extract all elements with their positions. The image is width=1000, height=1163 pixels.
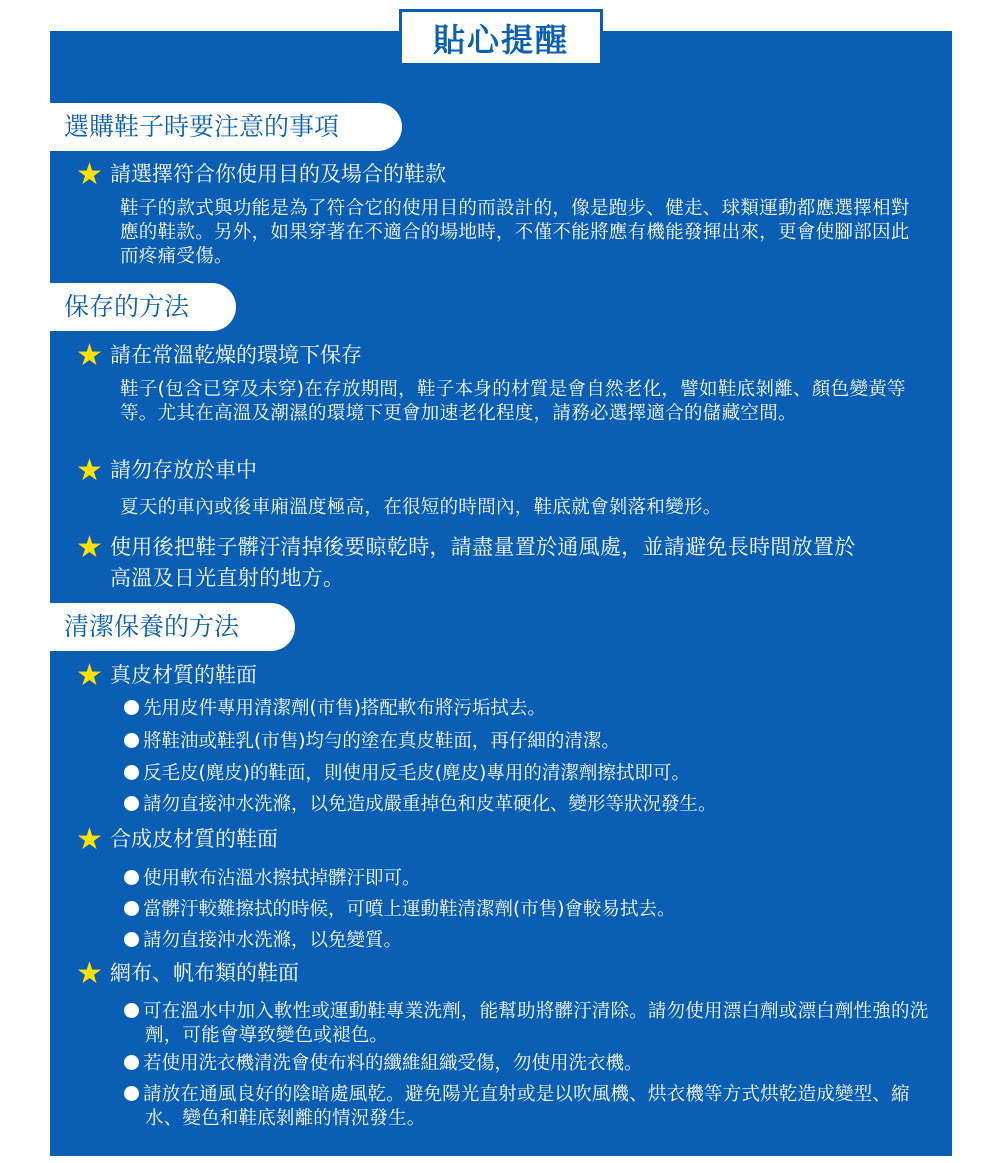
item-title: ★ 請選擇符合你使用目的及場合的鞋款	[76, 157, 446, 192]
item-body: 鞋子的款式與功能是為了符合它的使用目的而設計的，像是跑步、健走、球類運動都應選擇相對應的鞋款。另外，如果穿著在不適合的場地時，不僅不能將應有機能發揮出來，更會使腳部因此而疼痛受傷。	[120, 198, 910, 267]
item-title: ★ 網布、帆布類的鞋面	[76, 956, 299, 991]
list-item: 當髒汙較難擦拭的時候，可噴上運動鞋清潔劑(市售)會較易拭去。	[124, 898, 675, 922]
star-icon: ★	[76, 530, 104, 565]
list-item: 若使用洗衣機清洗會使布料的纖維組織受傷，勿使用洗衣機。	[124, 1052, 643, 1076]
section-header-storage: 保存的方法	[50, 283, 236, 331]
star-icon: ★	[76, 453, 103, 488]
item-body: 鞋子(包含已穿及未穿)在存放期間，鞋子本身的材質是會自然老化，譬如鞋底剝離、顏色變黃等等。尤其在高溫及潮濕的環境下更會加速老化程度，請務必選擇適合的儲藏空間。	[120, 379, 906, 424]
item-title: ★ 使用後把鞋子髒汙清掉後要晾乾時，請盡量置於通風處，並請避免長時間放置於高溫及日光直射的地方。	[76, 530, 856, 590]
list-item: 先用皮件專用清潔劑(市售)搭配軟布將污垢拭去。	[124, 697, 546, 721]
list-item: 請勿直接沖水洗滌，以免變質。	[124, 929, 402, 953]
star-icon: ★	[76, 157, 103, 192]
list-item: 請勿直接沖水洗滌，以免造成嚴重掉色和皮革硬化、變形等狀況發生。	[124, 793, 717, 817]
bullet-dot-icon	[124, 796, 139, 811]
item-body: 夏天的車內或後車廂溫度極高，在很短的時間內，鞋底就會剝落和變形。	[120, 497, 722, 518]
list-item: 將鞋油或鞋乳(市售)均勻的塗在真皮鞋面，再仔細的清潔。	[124, 730, 620, 754]
bullet-dot-icon	[124, 1055, 139, 1070]
bullet-dot-icon	[124, 932, 139, 947]
bullet-dot-icon	[124, 765, 139, 780]
list-item: 可在溫水中加入軟性或運動鞋專業洗劑，能幫助將髒汙清除。請勿使用漂白劑或漂白劑性強的洗劑，可能會導致變色或褪色。	[124, 1000, 935, 1048]
list-item: 反毛皮(麂皮)的鞋面，則使用反毛皮(麂皮)專用的清潔劑擦拭即可。	[124, 762, 690, 786]
page-title: 貼心提醒	[399, 9, 603, 66]
star-icon: ★	[76, 956, 103, 991]
bullet-dot-icon	[124, 870, 139, 885]
star-icon: ★	[76, 822, 103, 857]
star-icon: ★	[76, 338, 103, 373]
star-icon: ★	[76, 658, 103, 693]
list-item: 請放在通風良好的陰暗處風乾。避免陽光直射或是以吹風機、烘衣機等方式烘乾造成變型、縮水、變色和鞋底剝離的情況發生。	[124, 1083, 935, 1131]
section-header-cleaning: 清潔保養的方法	[50, 603, 295, 651]
bullet-dot-icon	[124, 1086, 139, 1101]
item-title: ★ 請勿存放於車中	[76, 453, 257, 488]
list-item: 使用軟布沾溫水擦拭掉髒汙即可。	[124, 867, 421, 891]
bullet-dot-icon	[124, 733, 139, 748]
item-title: ★ 合成皮材質的鞋面	[76, 822, 278, 857]
item-title: ★ 請在常溫乾燥的環境下保存	[76, 338, 362, 373]
bullet-dot-icon	[124, 1003, 139, 1018]
bullet-dot-icon	[124, 700, 139, 715]
section-header-buying: 選購鞋子時要注意的事項	[50, 103, 402, 151]
item-title: ★ 真皮材質的鞋面	[76, 658, 257, 693]
bullet-dot-icon	[124, 901, 139, 916]
